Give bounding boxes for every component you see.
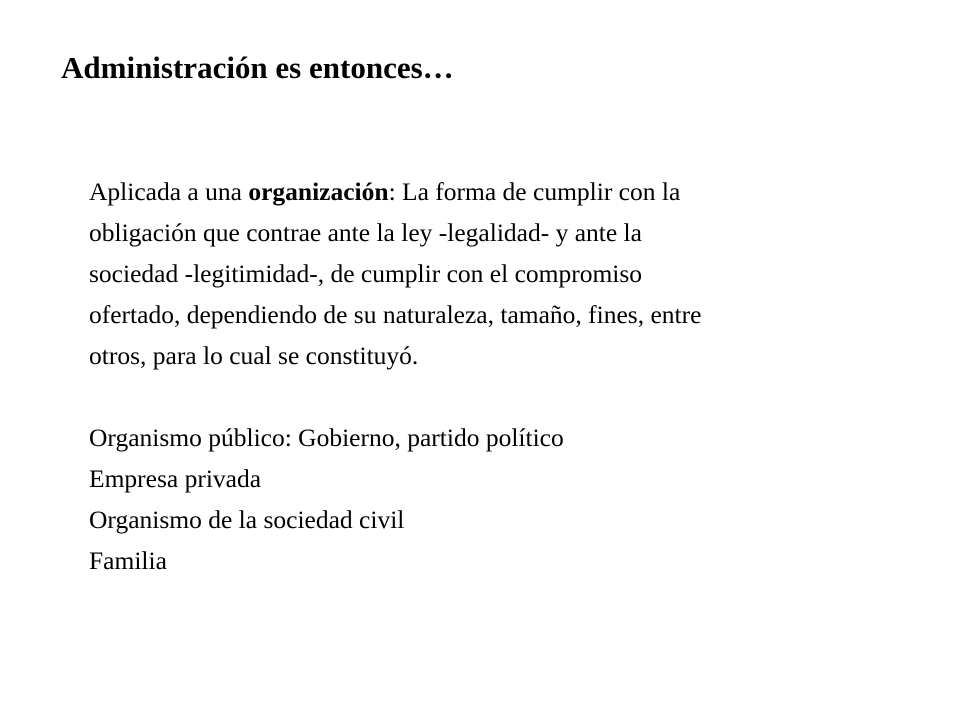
definition-line-4: ofertado, dependiendo de su naturaleza, tamaño, fines, entre bbox=[89, 300, 702, 329]
definition-line-5: otros, para lo cual se constituyó. bbox=[89, 341, 419, 370]
definition-line-1: : La forma de cumplir con la bbox=[388, 177, 681, 206]
example-public-body: Organismo público: Gobierno, partido político bbox=[89, 423, 564, 452]
example-civil-society: Organismo de la sociedad civil bbox=[89, 505, 405, 534]
slide-body bbox=[89, 171, 889, 581]
example-family: Familia bbox=[89, 546, 167, 575]
slide-title: Administración es entonces… bbox=[61, 50, 454, 85]
example-private-company: Empresa privada bbox=[89, 464, 262, 493]
definition-intro: Aplicada a una bbox=[89, 177, 249, 206]
definition-keyword: organización bbox=[248, 177, 389, 206]
definition-paragraph bbox=[89, 171, 889, 376]
paragraph-spacer bbox=[89, 376, 889, 417]
definition-line-3: sociedad -legitimidad-, de cumplir con el compromiso bbox=[89, 259, 643, 288]
definition-line-2: obligación que contrae ante la ley -legalidad- y ante la bbox=[89, 218, 642, 247]
